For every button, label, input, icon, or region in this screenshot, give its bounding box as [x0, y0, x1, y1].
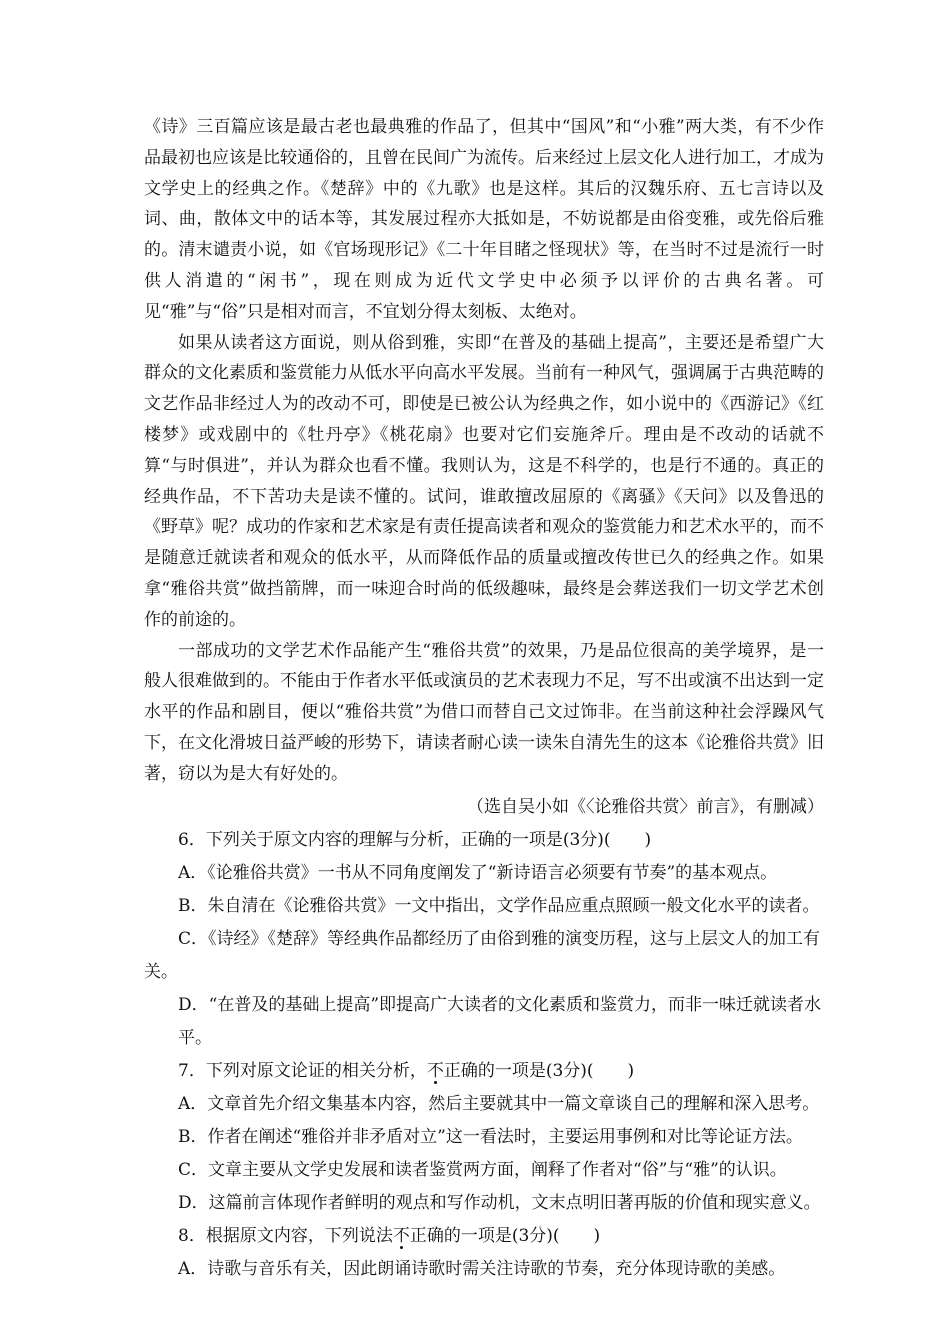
question-8	[144, 1220, 824, 1286]
question-7-stem-post: 正确的一项是(3分)( )	[443, 1060, 635, 1081]
question-7-option-a: A．文章首先介绍文集基本内容，然后主要就其中一篇文章谈自己的理解和深入思考。	[178, 1093, 820, 1114]
question-8-stem	[144, 1220, 824, 1253]
question-6-option-a: A．《论雅俗共赏》一书从不同角度阐发了“新诗语言必须要有节奏”的基本观点。	[178, 862, 778, 883]
question-6-option-d: D．“在普及的基础上提高”即提高广大读者的文化素质和鉴赏力，而非一味迁就读者水平。	[178, 994, 822, 1048]
question-6	[144, 824, 824, 1055]
question-8-option-a: A．诗歌与音乐有关，因此朗诵诗歌时需关注诗歌的节奏，充分体现诗歌的美感。	[178, 1258, 786, 1279]
emphasis-dot-char: 不	[392, 1225, 410, 1246]
question-7-option-d: D．这篇前言体现作者鲜明的观点和写作动机，文末点明旧著再版的价值和现实意义。	[178, 1192, 821, 1213]
passage-paragraph-3: 一部成功的文学艺术作品能产生“雅俗共赏”的效果，乃是品位很高的美学境界，是一般人很难做到的。不能由于作者水平低或演员的艺术表现力不足，写不出或演不出达到一定水平的作品和剧目，便以“雅俗共赏”为借口而替自己文过饰非。在当前这种社会浮躁风气下，在文化滑坡日益严峻的形势下，请读者耐心读一读朱自清先生的这本《论雅俗共赏》旧著，窃以为是大有好处的。	[144, 640, 824, 784]
question-7-option-c: C．文章主要从文学史发展和读者鉴赏两方面，阐释了作者对“俗”与“雅”的认识。	[178, 1159, 787, 1180]
question-6-option-b: B．朱自清在《论雅俗共赏》一文中指出，文学作品应重点照顾一般文化水平的读者。	[178, 895, 820, 916]
question-8-stem-pre: 8．根据原文内容，下列说法	[178, 1225, 393, 1246]
emphasis-dot-char: 不	[426, 1060, 444, 1081]
question-7-option-b: B．作者在阐述“雅俗并非矛盾对立”这一看法时，主要运用事例和对比等论证方法。	[178, 1126, 803, 1147]
question-7-stem-pre: 7．下列对原文论证的相关分析，	[178, 1060, 427, 1081]
exam-page	[144, 112, 824, 1286]
question-6-stem: 6．下列关于原文内容的理解与分析，正确的一项是(3分)( )	[178, 829, 652, 850]
passage-paragraph-1: 《诗》三百篇应该是最古老也最典雅的作品了，但其中“国风”和“小雅”两大类，有不少作品最初也应该是比较通俗的，且曾在民间广为流传。后来经过上层文化人进行加工，才成为文学史上的经典之作。《楚辞》中的《九歌》也是这样。其后的汉魏乐府、五七言诗以及词、曲，散体文中的话本等，其发展过程亦大抵如是，不妨说都是由俗变雅，或先俗后雅的。清末谴责小说，如《官场现形记》《二十年目睹之怪现状》等，在当时不过是流行一时供人消遣的“闲书”，现在则成为近代文学史中必须予以评价的古典名著。可见“雅”与“俗”只是相对而言，不宜划分得太刻板、太绝对。	[144, 117, 824, 322]
passage-source: （选自吴小如《〈论雅俗共赏〉前言》，有删减）	[467, 796, 824, 817]
question-7-stem	[144, 1055, 824, 1088]
question-8-stem-post: 正确的一项是(3分)( )	[409, 1225, 601, 1246]
question-7	[144, 1055, 824, 1220]
question-6-option-c: C．《诗经》《楚辞》等经典作品都经历了由俗到雅的演变历程，这与上层文人的加工有关。	[144, 928, 821, 982]
passage-paragraph-2: 如果从读者这方面说，则从俗到雅，实即“在普及的基础上提高”，主要还是希望广大群众的文化素质和鉴赏能力从低水平向高水平发展。当前有一种风气，强调属于古典范畴的文艺作品非经过人为的改动不可，即使是已被公认为经典之作，如小说中的《西游记》《红楼梦》或戏剧中的《牡丹亭》《桃花扇》也要对它们妄施斧斤。理由是不改动的话就不算“与时俱进”，并认为群众也看不懂。我则认为，这是不科学的，也是行不通的。真正的经典作品，不下苦功夫是读不懂的。试问，谁敢擅改屈原的《离骚》《天问》以及鲁迅的《野草》呢？成功的作家和艺术家是有责任提高读者和观众的鉴赏能力和艺术水平的，而不是随意迁就读者和观众的低水平，从而降低作品的质量或擅改传世已久的经典之作。如果拿“雅俗共赏”做挡箭牌，而一味迎合时尚的低级趣味，最终是会葬送我们一切文学艺术创作的前途的。	[144, 332, 824, 630]
